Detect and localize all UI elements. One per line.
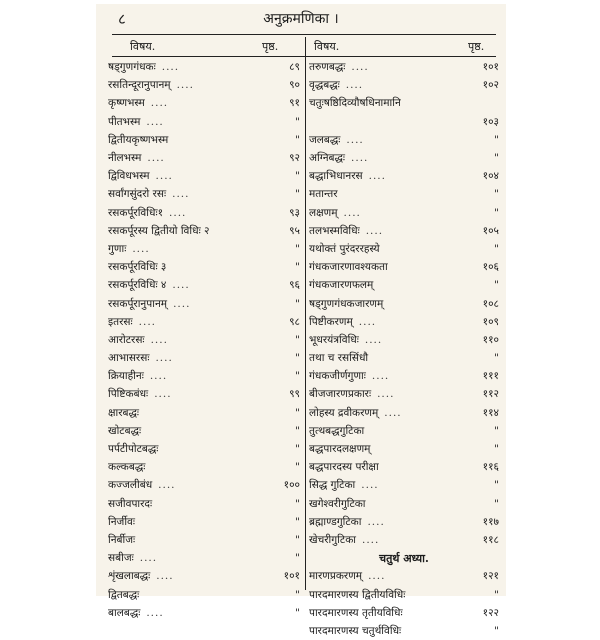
index-entry xyxy=(309,440,499,458)
leader-dots: .... xyxy=(364,333,383,346)
entry-subject: पारदमारणस्य तृतीयविधिः xyxy=(309,606,403,619)
entry-page: ११० xyxy=(482,333,499,346)
entry-page: " xyxy=(295,588,300,601)
entry-page: ९२ xyxy=(289,152,300,165)
entry-page: १०१ xyxy=(482,61,499,74)
index-entry xyxy=(309,513,499,531)
entry-subject: लोहस्य द्रवीकरणम् xyxy=(309,406,379,419)
entry-subject: नीलभस्म xyxy=(108,152,142,165)
index-entry xyxy=(108,367,300,385)
entry-page: " xyxy=(494,152,499,165)
index-entry xyxy=(309,404,499,422)
entry-subject: कज्जलीबंध xyxy=(108,479,153,492)
leader-dots: .... xyxy=(158,479,176,492)
entry-page: ९६ xyxy=(289,279,300,292)
leader-dots: .... xyxy=(150,97,169,110)
leader-dots: .... xyxy=(351,152,369,165)
index-entry xyxy=(108,531,300,549)
leader-dots: .... xyxy=(150,333,168,346)
entry-subject: शृंखलाबद्धः xyxy=(108,570,151,583)
index-entry xyxy=(309,622,499,640)
entry-page: " xyxy=(295,533,300,546)
entry-subject: निर्जीवः xyxy=(108,515,136,528)
index-entry xyxy=(108,222,300,240)
entry-page: " xyxy=(295,443,300,456)
index-entry xyxy=(108,94,300,112)
entry-page: " xyxy=(295,261,300,274)
leader-dots: .... xyxy=(384,406,402,419)
index-entry xyxy=(309,349,499,367)
entry-subject: पर्पटीपोटबद्धः xyxy=(108,443,159,456)
index-entry xyxy=(309,458,499,476)
entry-subject: इतरसः xyxy=(108,315,133,328)
entry-page: १२२ xyxy=(482,606,499,619)
entry-subject: खेचरीगुटिका xyxy=(309,533,356,546)
left-subject-header: विषय. xyxy=(130,40,156,53)
entry-subject: द्वितीयकृष्णभस्म xyxy=(108,133,169,146)
entry-page: १०६ xyxy=(482,261,499,274)
index-entry xyxy=(108,149,300,167)
entry-subject: वृद्धबद्धः xyxy=(309,79,340,92)
leader-dots: .... xyxy=(351,61,369,74)
index-entry xyxy=(108,313,300,331)
index-entry xyxy=(108,385,300,403)
leader-dots: .... xyxy=(169,206,187,219)
entry-page: ८९ xyxy=(289,61,300,74)
entry-subject: लक्षणम् xyxy=(309,206,338,219)
entry-page: ११८ xyxy=(482,533,499,546)
entry-subject: रसकर्पूरस्य द्वितीयो विधिः २ xyxy=(108,224,210,237)
index-entry xyxy=(108,76,300,94)
entry-subject: बद्धाभिधानरस xyxy=(309,170,363,183)
entry-subject: सबीजः xyxy=(108,552,134,565)
entry-page: १०२ xyxy=(482,79,499,92)
entry-subject: निर्बीजः xyxy=(108,533,136,546)
index-entry xyxy=(309,367,499,385)
leader-dots: .... xyxy=(377,388,395,401)
entry-subject: तथा च रससिंधौ xyxy=(309,352,369,365)
entry-page: " xyxy=(295,242,300,255)
entry-page: ११७ xyxy=(482,515,499,528)
entry-page: " xyxy=(494,588,499,601)
column-divider xyxy=(305,37,306,590)
leader-dots: .... xyxy=(371,370,390,383)
entry-page: " xyxy=(494,206,499,219)
index-entry xyxy=(108,331,300,349)
entry-subject: रसकर्पूरविधिः ४ xyxy=(108,279,167,292)
entry-subject: ब्रह्माण्डगुटिका xyxy=(309,515,362,528)
right-index-column xyxy=(309,58,499,640)
entry-subject: भूधरयंत्रविधिः xyxy=(309,333,359,346)
entry-page: " xyxy=(295,188,300,201)
entry-page: " xyxy=(295,461,300,474)
entry-page: " xyxy=(295,424,300,437)
entry-subject: गंधकजारणफलम् xyxy=(309,279,374,292)
index-entry xyxy=(309,385,499,403)
entry-page: १०० xyxy=(283,479,300,492)
entry-page: " xyxy=(494,133,499,146)
entry-page: ९१ xyxy=(289,97,300,110)
entry-subject: तरुणबद्धः xyxy=(309,61,346,74)
leader-dots: .... xyxy=(132,242,150,255)
index-entry xyxy=(309,476,499,494)
entry-page: " xyxy=(295,333,300,346)
entry-page: " xyxy=(494,497,499,510)
index-entry xyxy=(309,604,499,622)
entry-subject: बद्धपारदलक्षणम् xyxy=(309,443,371,456)
entry-page: " xyxy=(494,624,499,637)
entry-subject: तुत्थबद्धगुटिका xyxy=(309,424,365,437)
entry-page: " xyxy=(295,297,300,310)
entry-subject: पीतभस्म xyxy=(108,115,141,128)
index-entry xyxy=(309,167,499,185)
entry-subject: पारदमारणस्य चतुर्थविधिः xyxy=(309,624,402,637)
entry-subject: पिष्टिकबंधः xyxy=(108,388,149,401)
index-entry xyxy=(309,567,499,585)
header-rule xyxy=(112,56,496,57)
leader-dots: .... xyxy=(138,315,157,328)
index-entry xyxy=(309,204,499,222)
leader-dots: .... xyxy=(156,570,174,583)
leader-dots: .... xyxy=(146,115,164,128)
index-entry xyxy=(108,440,300,458)
index-entry xyxy=(309,258,499,276)
entry-page: " xyxy=(295,515,300,528)
leader-dots: .... xyxy=(365,224,384,237)
entry-subject: चतुःषष्ठिदिव्यौषधिनामानि xyxy=(309,97,401,110)
index-entry xyxy=(309,113,499,131)
index-entry xyxy=(309,58,499,76)
index-entry xyxy=(108,240,300,258)
entry-page: ११४ xyxy=(482,406,499,419)
index-entry xyxy=(108,294,300,312)
entry-subject: सिद्ध गुटिका xyxy=(309,479,356,492)
entry-subject: गुणाः xyxy=(108,242,127,255)
entry-subject: तलभस्मविधिः xyxy=(309,224,360,237)
page-number: ८ xyxy=(118,10,126,28)
entry-subject: कल्कबद्धः xyxy=(108,461,146,474)
top-rule xyxy=(112,34,496,35)
entry-subject: सर्वांगसुंदरो रसः xyxy=(108,188,167,201)
index-entry xyxy=(309,149,499,167)
index-entry xyxy=(108,113,300,131)
entry-page: " xyxy=(494,352,499,365)
index-entry xyxy=(309,331,499,349)
index-entry xyxy=(108,258,300,276)
index-entry xyxy=(108,422,300,440)
entry-subject: बालबद्धः xyxy=(108,606,141,619)
entry-subject: षड्गुणगंधकजारणम् xyxy=(309,297,384,310)
index-entry xyxy=(309,240,499,258)
right-subject-header: विषय. xyxy=(314,40,340,53)
leader-dots: .... xyxy=(154,388,172,401)
leader-dots: .... xyxy=(368,570,386,583)
index-entry xyxy=(309,185,499,203)
entry-subject: जलबद्धः xyxy=(309,133,341,146)
entry-page: १०३ xyxy=(482,115,499,128)
entry-page: " xyxy=(494,424,499,437)
entry-page: " xyxy=(295,406,300,419)
index-entry xyxy=(108,167,300,185)
entry-subject: सजीवपारदः xyxy=(108,497,153,510)
entry-subject: द्विविधभस्म xyxy=(108,170,150,183)
left-page-header: पृष्ठ. xyxy=(262,40,279,53)
index-entry xyxy=(309,422,499,440)
entry-subject: क्षारबद्धः xyxy=(108,406,140,419)
index-entry xyxy=(108,567,300,585)
leader-dots: .... xyxy=(367,515,385,528)
entry-page: ९८ xyxy=(289,315,300,328)
index-entry xyxy=(108,476,300,494)
index-entry xyxy=(309,531,499,549)
entry-subject: आरोटरसः xyxy=(108,333,145,346)
index-entry xyxy=(108,458,300,476)
index-entry xyxy=(108,549,300,567)
entry-page: ९३ xyxy=(289,206,300,219)
index-entry xyxy=(108,513,300,531)
leader-dots: .... xyxy=(343,206,361,219)
leader-dots: .... xyxy=(139,552,158,565)
entry-subject: द्वितबद्धः xyxy=(108,588,140,601)
index-entry xyxy=(309,222,499,240)
leader-dots: .... xyxy=(176,79,194,92)
entry-subject: यथोक्तं पुरंदररहस्ये xyxy=(309,242,380,255)
index-entry xyxy=(108,495,300,513)
entry-subject: क्रियाहीनः xyxy=(108,370,144,383)
entry-subject: मतान्तर xyxy=(309,188,338,201)
entry-subject: गंधकजीर्णगुणाः xyxy=(309,370,366,383)
entry-subject: षड्गुणगंधकः xyxy=(108,61,156,74)
index-entry xyxy=(309,585,499,603)
index-entry xyxy=(108,604,300,622)
entry-page: १०४ xyxy=(482,170,499,183)
entry-page: ९० xyxy=(289,79,300,92)
entry-subject: खगेश्वरीगुटिका xyxy=(309,497,366,510)
index-entry xyxy=(309,294,499,312)
index-entry xyxy=(309,94,499,112)
entry-page: " xyxy=(494,479,499,492)
entry-page: ९९ xyxy=(289,388,300,401)
leader-dots: .... xyxy=(368,170,386,183)
entry-subject: चतुर्थ अध्या. xyxy=(379,551,429,565)
entry-page: " xyxy=(295,497,300,510)
entry-page: " xyxy=(295,552,300,565)
entry-page: " xyxy=(494,279,499,292)
index-entry xyxy=(309,313,499,331)
index-entry xyxy=(108,585,300,603)
entry-page: " xyxy=(494,242,499,255)
index-entry xyxy=(108,349,300,367)
index-entry xyxy=(108,204,300,222)
entry-page: १२१ xyxy=(482,570,499,583)
page-title: अनुक्रमणिका । xyxy=(263,11,339,27)
entry-page: १०१ xyxy=(283,570,300,583)
index-entry xyxy=(108,58,300,76)
entry-page: " xyxy=(295,115,300,128)
entry-subject: पिष्टीकरणम् xyxy=(309,315,353,328)
entry-page: " xyxy=(295,133,300,146)
entry-subject: रसकर्पूरानुपानम् xyxy=(108,297,168,310)
entry-subject: मारणप्रकरणम् xyxy=(309,570,363,583)
section-heading xyxy=(309,549,499,567)
entry-subject: रसतिन्दूरानुपानम् xyxy=(108,79,171,92)
entry-page: " xyxy=(295,352,300,365)
index-entry xyxy=(108,276,300,294)
entry-page: ११६ xyxy=(482,461,499,474)
entry-page: " xyxy=(494,443,499,456)
index-entry xyxy=(309,131,499,149)
entry-page: " xyxy=(295,370,300,383)
entry-subject: बीजजारणप्रकारः xyxy=(309,388,372,401)
leader-dots: .... xyxy=(146,606,164,619)
entry-subject: अग्निबद्धः xyxy=(309,152,346,165)
entry-subject: गंधकजारणावश्यकता xyxy=(309,261,388,274)
leader-dots: .... xyxy=(172,188,190,201)
entry-page: ९५ xyxy=(289,224,300,237)
leader-dots: .... xyxy=(358,315,377,328)
entry-page: " xyxy=(295,170,300,183)
entry-page: १११ xyxy=(482,370,499,383)
leader-dots: .... xyxy=(345,79,364,92)
index-entry xyxy=(309,76,499,94)
entry-subject: रसकर्पूरविधिः१ xyxy=(108,206,164,219)
leader-dots: .... xyxy=(155,352,173,365)
leader-dots: .... xyxy=(361,479,379,492)
leader-dots: .... xyxy=(161,61,180,74)
entry-page: " xyxy=(494,188,499,201)
entry-subject: रसकर्पूरविधिः ३ xyxy=(108,261,167,274)
index-entry xyxy=(108,131,300,149)
entry-subject: आभासरसः xyxy=(108,352,150,365)
entry-page: १०५ xyxy=(482,224,499,237)
leader-dots: .... xyxy=(346,133,364,146)
index-entry xyxy=(309,495,499,513)
leader-dots: .... xyxy=(149,370,168,383)
leader-dots: .... xyxy=(172,279,190,292)
entry-page: १०८ xyxy=(482,297,499,310)
index-entry xyxy=(108,404,300,422)
index-entry xyxy=(309,276,499,294)
book-page xyxy=(96,4,506,637)
entry-subject: पारदमारणस्य द्वितीयविधिः xyxy=(309,588,406,601)
index-entry xyxy=(108,185,300,203)
entry-page: १०९ xyxy=(482,315,499,328)
right-page-header: पृष्ठ. xyxy=(468,40,485,53)
entry-subject: कृष्णभस्म xyxy=(108,97,145,110)
entry-subject: बद्धपारदस्य परीक्षा xyxy=(309,461,379,474)
left-index-column xyxy=(108,58,300,622)
entry-page: ११२ xyxy=(482,388,499,401)
leader-dots: .... xyxy=(155,170,173,183)
leader-dots: .... xyxy=(173,297,191,310)
entry-page: " xyxy=(295,606,300,619)
leader-dots: .... xyxy=(361,533,380,546)
entry-subject: खोटबद्धः xyxy=(108,424,142,437)
leader-dots: .... xyxy=(147,152,165,165)
